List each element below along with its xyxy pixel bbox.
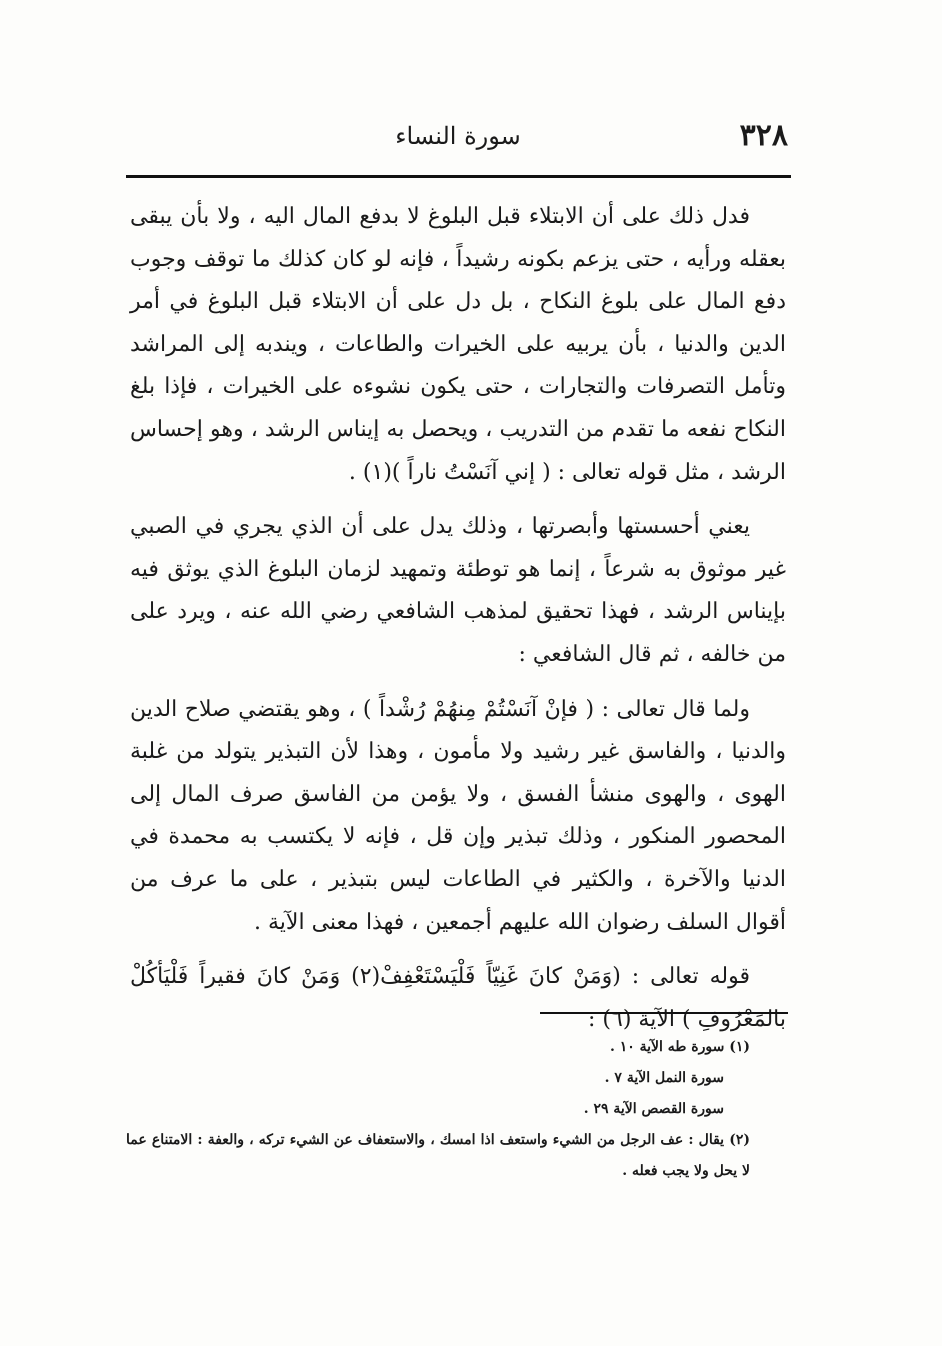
paragraph: ولما قال تعالى : ( فإنْ آنَسْتُمْ مِنهُمْ رُشْداً ) ، وهو يقتضي صلاح الدين والدنيا ، والفاسق غير رشيد ولا مأمون ، وهذا لأن التبذير يتولد من غلبة الهوى ، والهوى منشأ الفسق ، ولا يؤمن من الفاسق صرف المال إلى المحصور المنكور ، وذلك تبذير وإن قل ، فإنه لا يكتسب به محمدة في الدنيا والآخرة ، والكثير في الطاعات ليس بتبذير ، على ما عرف من أقوال السلف رضوان الله عليهم أجمعين ، فهذا معنى الآية .	[130, 696, 786, 935]
page-number: ٣٢٨	[739, 118, 788, 153]
footnote-1-ref-3: سورة القصص الآية ٢٩ .	[583, 1101, 724, 1117]
running-title: سورة النساء	[395, 122, 521, 150]
page-header	[128, 112, 788, 160]
footnote-2: (٢) يقال : عف الرجل من الشيء واستعف اذا امسك ، والاستعفاف عن الشيء تركه ، والعفة : الامتناع عما لا يحل ولا يجب فعله .	[126, 1132, 750, 1179]
header-rule	[126, 175, 791, 178]
paragraph: يعني أحسستها وأبصرتها ، وذلك يدل على أن الذي يجري في الصبي غير موثوق به شرعاً ، إنما هو توطئة وتمهيد لزمان البلوغ الذي يوثق فيه بإيناس الرشد ، فهذا تحقيق لمذهب الشافعي رضي الله عنه ، ويرد على من خالفه ، ثم قال الشافعي :	[130, 514, 786, 667]
footnote-1-ref-2: سورة النمل الآية ٧ .	[604, 1070, 724, 1086]
footnotes	[126, 1032, 786, 1187]
footnote-1-ref-1: (١) سورة طه الآية ١٠ .	[609, 1039, 750, 1055]
paragraph: قوله تعالى : (وَمَنْ كانَ غَنِيّاً فَلْيَسْتَعْفِفْ(٢) وَمَنْ كانَ فقيراً فَلْيَأكُلْ بالمَعْرُوفِ ) الآية (٦) :	[130, 964, 786, 1032]
footnote-rule	[540, 1012, 788, 1014]
body-text	[130, 196, 786, 1053]
paragraph: فدل ذلك على أن الابتلاء قبل البلوغ لا بدفع المال اليه ، ولا بأن يبقى بعقله ورأيه ، حتى يزعم بكونه رشيداً ، فإنه لو كان كذلك ما توقف وجوب دفع المال على بلوغ النكاح ، بل دل على أن الابتلاء قبل البلوغ في أمر الدين والدنيا ، بأن يربيه على الخيرات والطاعات ، ويندبه إلى المراشد وتأمل التصرفات والتجارات ، حتى يكون نشوءه على الخيرات ، فإذا بلغ النكاح نفعه ما تقدم من التدريب ، ويحصل به إيناس الرشد ، وهو إحساس الرشد ، مثل قوله تعالى : ( إني آنَسْتُ ناراً )(١) .	[130, 204, 786, 485]
